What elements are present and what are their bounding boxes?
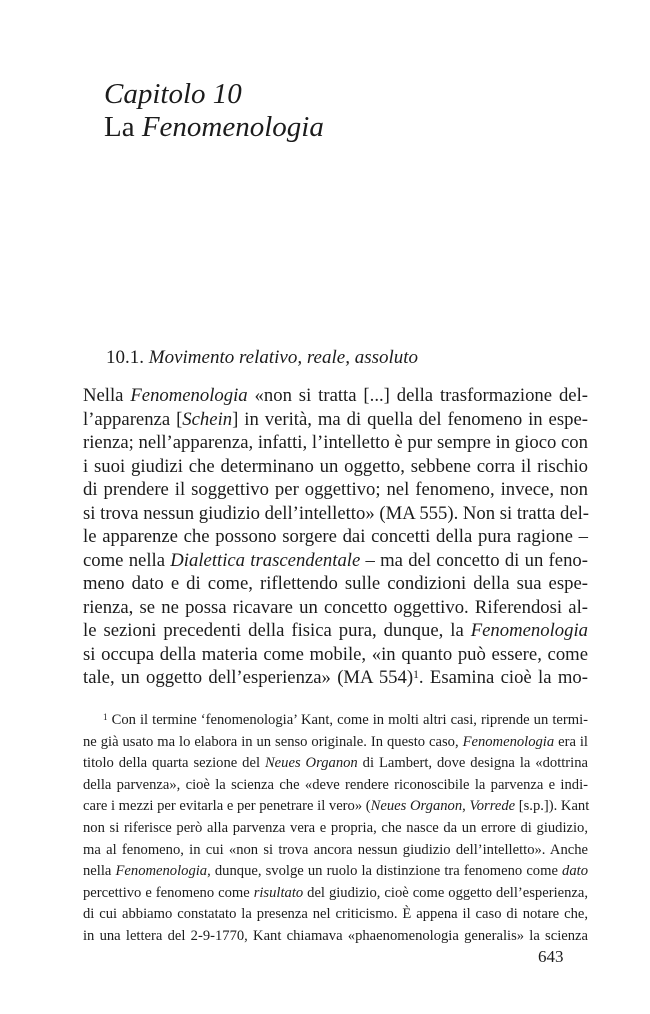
text-segment: meno dato e di come, riflettendo sulle condizioni della sua espe- — [83, 573, 588, 594]
text-segment: [s.p.]). Kant — [515, 798, 590, 815]
text-segment: tale, un oggetto dell’esperienza» (MA 554) — [83, 667, 414, 688]
italic-text: Neues Organon — [264, 755, 358, 772]
text-segment: , — [462, 798, 470, 815]
chapter-heading — [104, 78, 324, 144]
body-line — [83, 478, 588, 502]
body-line — [83, 408, 588, 432]
body-text — [83, 384, 588, 690]
text-segment: rienza, se ne possa ricavare un concetto oggettivo. Riferendosi al- — [83, 596, 588, 618]
text-segment: i suoi giudizi che determinano un oggetto, sebbene corra il rischio — [83, 455, 588, 477]
text-segment: rienza; nell’apparenza, infatti, l’intelletto è pur sempre in gioco con — [83, 432, 588, 453]
italic-text: risultato — [253, 884, 304, 901]
text-segment: della parvenza», cioè la scienza che «deve rendere riconoscibile la parvenza e indi- — [83, 776, 588, 793]
text-segment: le apparenze che possono sorgere dai concetti della pura ragione – — [83, 526, 588, 547]
body-line — [83, 549, 588, 573]
section-number: 10.1. — [106, 347, 149, 368]
text-segment: , dunque, svolge un ruolo la distinzione tra fenomeno come — [207, 863, 563, 880]
text-segment: nella — [83, 863, 116, 880]
text-segment: di Lambert, dove designa la «dottrina — [357, 755, 588, 772]
chapter-title-prefix: La — [104, 111, 142, 143]
body-line — [83, 666, 588, 690]
italic-text: Fenomenologia — [115, 863, 208, 880]
text-segment: – ma del concetto di un feno- — [360, 549, 588, 571]
footnote-line — [83, 883, 588, 905]
text-segment: del giudizio, cioè come oggetto dell’esperienza, — [303, 884, 588, 901]
italic-text: Fenomenologia — [130, 385, 248, 406]
body-line — [83, 525, 588, 549]
text-segment: in una lettera del 2-9-1770, Kant chiamava «phaenomenologia generalis» la scienza — [83, 927, 588, 944]
footnote-marker: 1 — [413, 667, 419, 681]
text-segment: ] in verità, ma di quella del fenomeno in espe- — [232, 408, 588, 430]
italic-text: Fenomenologia — [470, 620, 588, 641]
text-segment: era il — [554, 733, 588, 750]
italic-text: Schein — [182, 408, 233, 430]
footnote-line — [83, 904, 588, 926]
body-line — [83, 643, 588, 667]
text-segment: di prendere il soggettivo per oggettivo; nel fenomeno, invece, non — [83, 479, 588, 500]
text-segment: «non si tratta [...] della trasformazione del- — [247, 385, 588, 406]
text-segment: ma al fenomeno, in cui «non si trova ancora nessun giudizio dell’intelletto». Anche — [83, 841, 588, 858]
body-line — [83, 384, 588, 408]
footnote-line — [83, 926, 588, 948]
italic-text: Vorrede — [469, 798, 516, 815]
text-segment: le sezioni precedenti della fisica pura, dunque, la — [83, 620, 471, 641]
footnote-marker: 1 — [103, 711, 108, 722]
chapter-title-italic: Fenomenologia — [141, 111, 324, 143]
italic-text: Neues Organon — [370, 798, 463, 815]
text-segment: . Esamina cioè la mo- — [418, 667, 588, 688]
text-segment: di cui abbiamo constatato la presenza nel criticismo. È appena il caso di notare che, — [83, 906, 588, 923]
body-line — [83, 572, 588, 596]
section-title: Movimento relativo, reale, assoluto — [148, 347, 419, 368]
text-segment: come nella — [83, 549, 171, 571]
footnote-line — [83, 775, 588, 797]
text-segment: titolo della quarta sezione del — [83, 755, 265, 772]
body-line — [83, 502, 588, 526]
text-segment: non si riferisce però alla parvenza vera e propria, che nasce da un errore di giudizio, — [83, 819, 588, 836]
text-segment: Con il termine ‘fenomenologia’ Kant, come in molti altri casi, riprende un termi- — [107, 712, 588, 728]
page-number: 643 — [538, 947, 564, 966]
text-segment: si trova nessun giudizio dell’intelletto» (MA 555). Non si tratta del- — [83, 502, 590, 524]
italic-text: Dialettica trascendentale — [170, 549, 361, 571]
body-line — [83, 455, 588, 479]
body-line — [83, 596, 588, 620]
body-line — [83, 431, 588, 455]
text-segment: percettivo e fenomeno come — [83, 884, 254, 901]
text-segment: care i mezzi per evitarla e per penetrare il vero» ( — [83, 798, 371, 815]
text-segment: ne già usato ma lo elabora in un senso originale. In questo caso, — [83, 733, 463, 750]
text-segment: si occupa della materia come mobile, «in quanto può essere, come — [83, 643, 588, 665]
footnote — [83, 710, 588, 948]
footnote-line — [83, 796, 588, 818]
footnote-line — [83, 753, 588, 775]
footnote-line — [83, 861, 588, 883]
section-heading — [106, 346, 418, 370]
footnote-line — [83, 732, 588, 754]
text-segment: Nella — [83, 385, 131, 406]
text-segment: l’apparenza [ — [83, 408, 183, 430]
italic-text: Fenomenologia — [462, 733, 555, 750]
chapter-title — [104, 111, 324, 144]
body-line — [83, 619, 588, 643]
chapter-label: Capitolo 10 — [104, 78, 242, 110]
footnote-line — [83, 840, 588, 862]
footnote-line — [83, 818, 588, 840]
footnote-line — [83, 710, 588, 732]
italic-text: dato — [562, 863, 588, 880]
